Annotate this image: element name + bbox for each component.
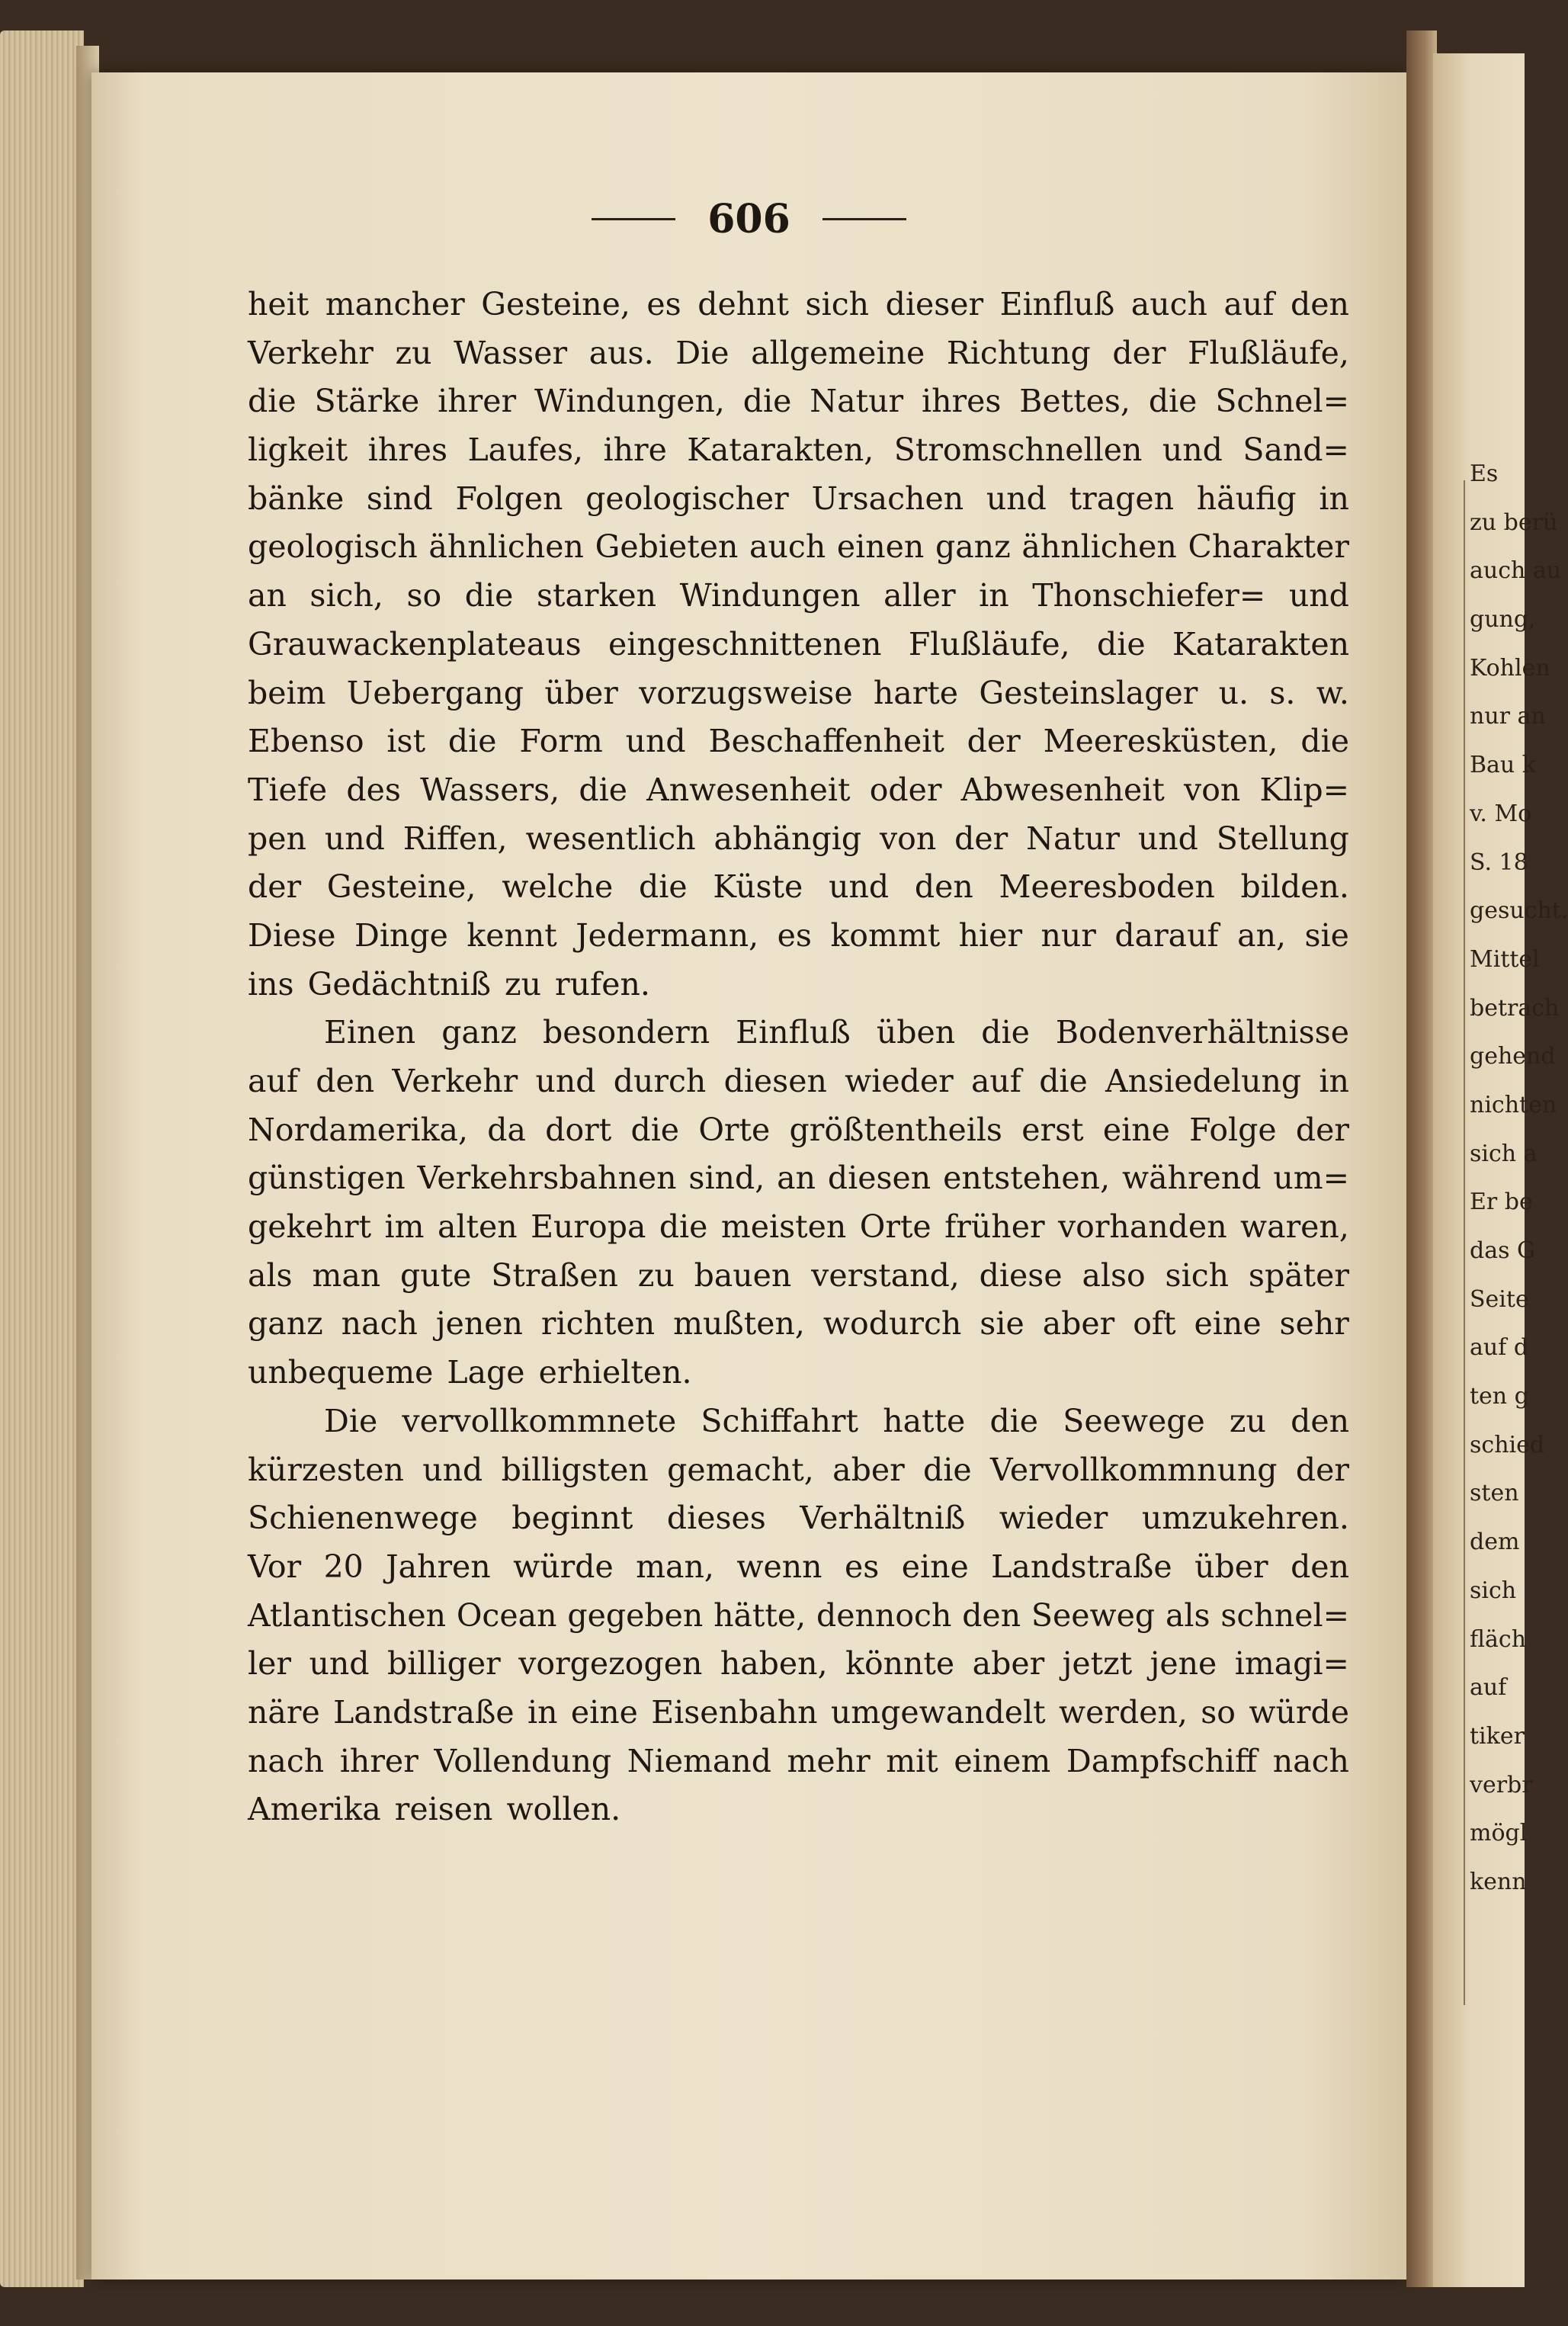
text-line: gekehrt im alten Europa die meisten Orte früher vorhanden waren, bbox=[248, 1208, 1349, 1246]
facing-page-fragment: Mittel bbox=[1470, 945, 1540, 973]
text-line: näre Landstraße in eine Eisenbahn umgewandelt werden, so würde bbox=[248, 1693, 1349, 1731]
text-line: Ebenso ist die Form und Beschaffenheit der Meeresküsten, die bbox=[248, 723, 1349, 760]
text-line: heit mancher Gesteine, es dehnt sich dieser Einfluß auch auf den bbox=[248, 286, 1349, 322]
paragraph bbox=[248, 1009, 1349, 1397]
facing-page-fragment: nur an bbox=[1470, 703, 1546, 730]
facing-page bbox=[1433, 53, 1568, 2287]
text-line: unbequeme Lage erhielten. bbox=[248, 1354, 692, 1391]
facing-page-fragment: fläch bbox=[1470, 1625, 1527, 1653]
text-line: an sich, so die starken Windungen aller in Thonschiefer= und bbox=[248, 577, 1349, 614]
facing-page-fragment: Er be bbox=[1470, 1189, 1533, 1216]
facing-page-fragment: betrach bbox=[1470, 994, 1560, 1022]
text-line: Verkehr zu Wasser aus. Die allgemeine Richtung der Flußläufe, bbox=[248, 334, 1349, 371]
facing-page-fragment: zu berü bbox=[1470, 509, 1558, 536]
facing-page-fragment: gesucht. bbox=[1470, 897, 1568, 925]
facing-page-fragment: auf bbox=[1470, 1674, 1507, 1702]
page-header bbox=[91, 188, 1406, 249]
text-line: Atlantischen Ocean gegeben hätte, dennoch den Seeweg als schnel= bbox=[248, 1596, 1349, 1634]
facing-page-fragment: mögl bbox=[1470, 1820, 1528, 1847]
text-line: ganz nach jenen richten mußten, wodurch sie aber oft eine sehr bbox=[248, 1305, 1349, 1343]
facing-page-fragments bbox=[1470, 450, 1568, 1907]
facing-page-fragment: gung, bbox=[1470, 606, 1536, 634]
facing-page-fragment: sich a bbox=[1470, 1140, 1538, 1167]
facing-page-fragment: kenn bbox=[1470, 1868, 1527, 1895]
facing-page-fragment: verbr bbox=[1470, 1771, 1533, 1798]
page-body-text bbox=[248, 281, 1349, 1834]
facing-page-fragment: auch au bbox=[1470, 557, 1562, 585]
facing-page-fragment: dem bbox=[1470, 1529, 1520, 1556]
text-line: Nordamerika, da dort die Orte größtentheils erst eine Folge der bbox=[248, 1111, 1349, 1148]
text-line: ligkeit ihres Laufes, ihre Katarakten, Stromschnellen und Sand= bbox=[248, 432, 1349, 469]
text-line: auf den Verkehr und durch diesen wieder auf die Ansiedelung in bbox=[248, 1063, 1349, 1099]
facing-page-fragment: v. Mo bbox=[1470, 800, 1532, 827]
facing-page-rule bbox=[1464, 480, 1465, 2005]
text-line: Tiefe des Wassers, die Anwesenheit oder Abwesenheit von Klip= bbox=[248, 771, 1349, 808]
text-line: Schienenwege beginnt dieses Verhältniß wieder umzukehren. bbox=[248, 1500, 1349, 1537]
header-rule-right bbox=[822, 218, 906, 220]
text-line: als man gute Straßen zu bauen verstand, diese also sich später bbox=[248, 1256, 1349, 1294]
text-line: Einen ganz besondern Einfluß üben die Bodenverhältnisse bbox=[324, 1014, 1349, 1051]
facing-page-fragment: sich bbox=[1470, 1577, 1517, 1604]
text-line: Vor 20 Jahren würde man, wenn es eine Landstraße über den bbox=[248, 1548, 1349, 1585]
text-line: der Gesteine, welche die Küste und den Meeresboden bilden. bbox=[248, 868, 1349, 906]
paragraph bbox=[248, 1397, 1349, 1834]
text-line: ler und billiger vorgezogen haben, könnte aber jetzt jene imagi= bbox=[248, 1645, 1349, 1683]
book-page-edges bbox=[0, 30, 84, 2287]
text-line: geologisch ähnlichen Gebieten auch einen ganz ähnlichen Charakter bbox=[248, 528, 1349, 566]
text-line: Grauwackenplateaus eingeschnittenen Flußläufe, die Katarakten bbox=[248, 625, 1349, 663]
text-line: bänke sind Folgen geologischer Ursachen und tragen häufig in bbox=[248, 480, 1349, 517]
page-number: 606 bbox=[707, 195, 790, 242]
text-line: die Stärke ihrer Windungen, die Natur ihres Bettes, die Schnel= bbox=[248, 383, 1349, 420]
facing-page-fragment: S. 18 bbox=[1470, 849, 1528, 876]
facing-page-fragment: nichten bbox=[1470, 1091, 1557, 1118]
text-line: pen und Riffen, wesentlich abhängig von der Natur und Stellung bbox=[248, 820, 1349, 857]
text-line: nach ihrer Vollendung Niemand mehr mit einem Dampfschiff nach bbox=[248, 1742, 1349, 1779]
facing-page-fragment: ten g bbox=[1470, 1383, 1529, 1410]
facing-page-fragment: das G bbox=[1470, 1237, 1535, 1264]
facing-page-fragment: Seite bbox=[1470, 1285, 1529, 1313]
text-line: kürzesten und billigsten gemacht, aber die Vervollkommnung der bbox=[248, 1451, 1349, 1488]
text-line: Die vervollkommnete Schiffahrt hatte die Seewege zu den bbox=[324, 1402, 1349, 1439]
paragraph bbox=[248, 281, 1349, 1009]
text-line: günstigen Verkehrsbahnen sind, an diesen entstehen, während um= bbox=[248, 1160, 1349, 1197]
facing-page-fragment: sten bbox=[1470, 1480, 1519, 1507]
text-line: beim Uebergang über vorzugsweise harte Gesteinslager u. s. w. bbox=[248, 674, 1349, 711]
facing-page-fragment: Bau k bbox=[1470, 752, 1536, 779]
facing-page-fragment: tiker bbox=[1470, 1722, 1525, 1750]
facing-page-shadow bbox=[1406, 30, 1437, 2287]
facing-page-fragment: auf d bbox=[1470, 1334, 1529, 1362]
header-rule-left bbox=[592, 218, 675, 220]
facing-page-fragment: gehend bbox=[1470, 1043, 1556, 1070]
text-line: ins Gedächtniß zu rufen. bbox=[248, 965, 650, 1003]
facing-page-fragment: Es bbox=[1470, 460, 1499, 487]
text-line: Amerika reisen wollen. bbox=[248, 1791, 621, 1828]
facing-page-fragment: Kohlen bbox=[1470, 654, 1550, 682]
text-line: Diese Dinge kennt Jedermann, es kommt hier nur darauf an, sie bbox=[248, 916, 1349, 954]
facing-page-fragment: schied bbox=[1470, 1431, 1545, 1458]
